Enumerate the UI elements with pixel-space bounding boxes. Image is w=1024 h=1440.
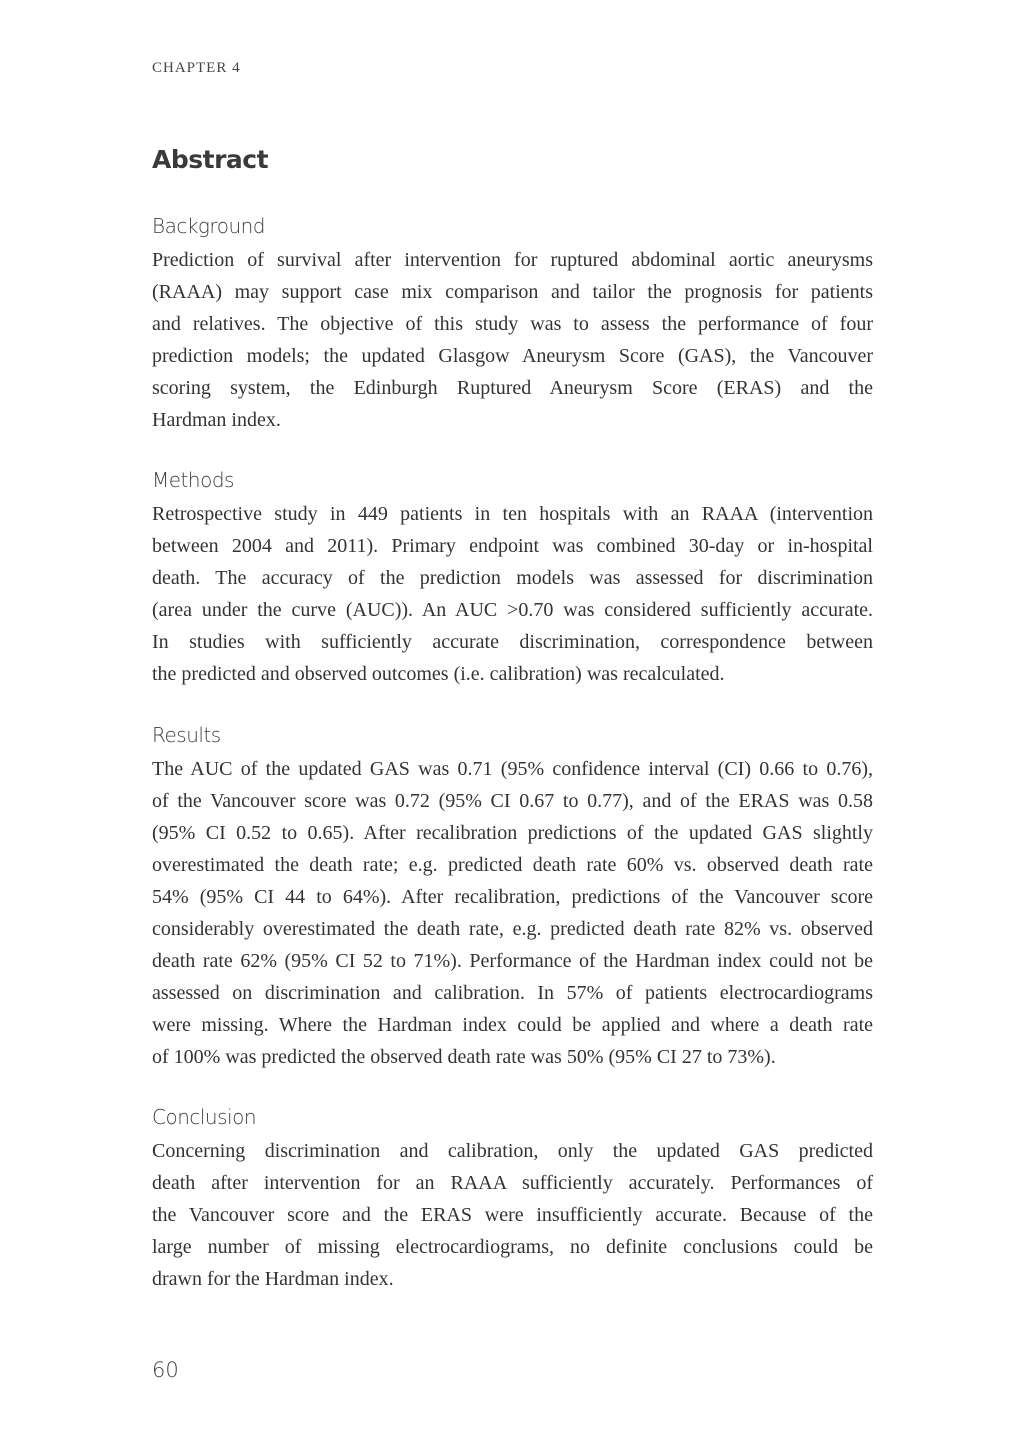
paragraph-line: (RAAA) may support case mix comparison and tailor the prognosis for patients — [152, 281, 873, 303]
section-results — [152, 720, 873, 1073]
paragraph-line: between 2004 and 2011). Primary endpoint was combined 30-day or in-hospital — [152, 535, 873, 557]
paragraph-line: scoring system, the Edinburgh Ruptured Aneurysm Score (ERAS) and the — [152, 377, 873, 399]
paragraph-line: In studies with sufficiently accurate discrimination, correspondence between — [152, 631, 873, 653]
section-heading: Methods — [152, 468, 234, 492]
paragraph-line: and relatives. The objective of this study was to assess the performance of four — [152, 313, 873, 335]
paragraph-line: The AUC of the updated GAS was 0.71 (95% confidence interval (CI) 0.66 to 0.76), — [152, 758, 873, 780]
paragraph-line: the predicted and observed outcomes (i.e. calibration) was recalculated. — [152, 663, 725, 685]
paragraph-line: death after intervention for an RAAA sufficiently accurately. Performances of — [152, 1172, 873, 1194]
paragraph-line: considerably overestimated the death rate, e.g. predicted death rate 82% vs. observed — [152, 918, 873, 940]
section-conclusion — [152, 1102, 873, 1295]
paragraph-line: overestimated the death rate; e.g. predicted death rate 60% vs. observed death rate — [152, 854, 873, 876]
paragraph-line: (95% CI 0.52 to 0.65). After recalibration predictions of the updated GAS slightly — [152, 822, 873, 844]
section-methods — [152, 465, 873, 690]
paragraph-line: Prediction of survival after intervention for ruptured abdominal aortic aneurysms — [152, 249, 873, 271]
section-heading: Results — [152, 723, 221, 747]
paragraph-line: 54% (95% CI 44 to 64%). After recalibration, predictions of the Vancouver score — [152, 886, 873, 908]
running-header-chapter: CHAPTER 4 — [152, 60, 241, 76]
paragraph-line: drawn for the Hardman index. — [152, 1268, 394, 1290]
paragraph-line: of the Vancouver score was 0.72 (95% CI 0.67 to 0.77), and of the ERAS was 0.58 — [152, 790, 873, 812]
paragraph-line: death rate 62% (95% CI 52 to 71%). Performance of the Hardman index could not be — [152, 950, 873, 972]
paragraph-line: were missing. Where the Hardman index could be applied and where a death rate — [152, 1014, 873, 1036]
paragraph-line: Concerning discrimination and calibration, only the updated GAS predicted — [152, 1140, 873, 1162]
page-number: 60 — [152, 1358, 179, 1382]
page-title: Abstract — [152, 145, 269, 174]
paragraph-line: (area under the curve (AUC)). An AUC >0.70 was considered sufficiently accurate. — [152, 599, 873, 621]
paragraph-line: prediction models; the updated Glasgow Aneurysm Score (GAS), the Vancouver — [152, 345, 873, 367]
paragraph-line: the Vancouver score and the ERAS were insufficiently accurate. Because of the — [152, 1204, 873, 1226]
section-heading: Background — [152, 214, 265, 238]
paragraph-line: death. The accuracy of the prediction models was assessed for discrimination — [152, 567, 873, 589]
paragraph-line: large number of missing electrocardiograms, no definite conclusions could be — [152, 1236, 873, 1258]
paragraph-line: assessed on discrimination and calibration. In 57% of patients electrocardiograms — [152, 982, 873, 1004]
paragraph-line: Hardman index. — [152, 409, 281, 431]
section-heading: Conclusion — [152, 1105, 256, 1129]
paragraph-line: of 100% was predicted the observed death rate was 50% (95% CI 27 to 73%). — [152, 1046, 776, 1068]
section-background — [152, 211, 873, 436]
paragraph-line: Retrospective study in 449 patients in ten hospitals with an RAAA (intervention — [152, 503, 873, 525]
